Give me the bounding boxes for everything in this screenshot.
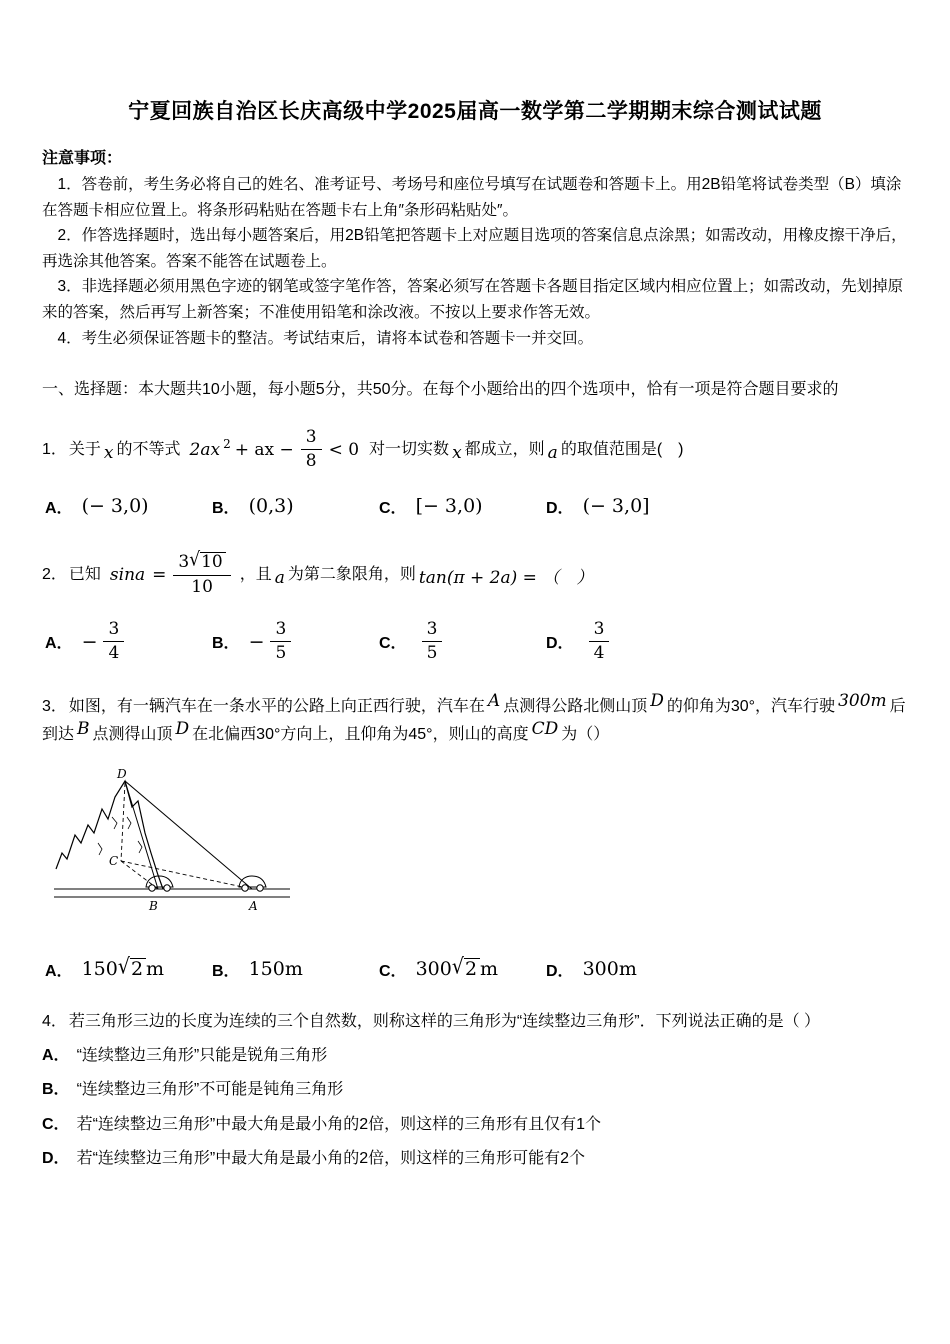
option-d-text: 若“连续整边三角形”中最大角是最小角的2倍，则这样的三角形可能有2个 [76, 1150, 586, 1168]
option-a-label: A． [45, 499, 73, 517]
section-header: 一、选择题：本大题共10小题，每小题5分，共50分。在每个小题给出的四个选项中，恰有一项是符合题目要求的 [42, 381, 839, 399]
option-c-label: C． [379, 962, 407, 980]
option-d [546, 495, 713, 518]
formula-tail: < 0 [328, 439, 360, 460]
stem-text: 为第二象限角，则 [287, 565, 416, 583]
page-title: 宁夏回族自治区长庆高级中学2025届高一数学第二学期期末综合测试试题 [128, 100, 822, 123]
math-point-d: D [175, 719, 190, 740]
formula-base: 2ax [189, 439, 221, 460]
minus-sign: − [81, 630, 98, 653]
question-1-number: 1． [42, 440, 67, 458]
option-a [45, 954, 212, 981]
fraction-numerator: 3 [270, 620, 291, 643]
option-b [212, 958, 379, 981]
mountain-texture [98, 843, 102, 855]
question-3-number: 3． [42, 697, 67, 715]
option-d-label: D． [546, 499, 574, 517]
option-b-value [249, 620, 295, 664]
fraction-numerator: 3 [422, 620, 443, 643]
option-d-label: D． [42, 1150, 70, 1168]
option-b-label: B． [212, 962, 240, 980]
stem-text: 为（） [561, 726, 610, 744]
fraction [103, 620, 124, 664]
sight-line-da [125, 781, 252, 889]
mountain-texture [127, 817, 131, 829]
fraction-denominator: 4 [593, 643, 605, 664]
option-d [42, 1142, 908, 1176]
option-d-label: D． [546, 962, 574, 980]
option-c-value: [− 3,0) [415, 495, 483, 518]
math-variable-x: x [103, 442, 114, 463]
math-segment-cd: CD [531, 719, 559, 740]
stem-text: 若三角形三边的长度为连续的三个自然数，则称这样的三角形为“连续整边三角形”．下列说法正确的是（ ） [68, 1012, 821, 1030]
square-root [117, 954, 146, 981]
mountain-texture [112, 817, 117, 829]
coefficient: 300 [415, 958, 452, 981]
fraction-denominator: 4 [108, 643, 120, 664]
option-a-value [82, 620, 128, 664]
mountain-texture [138, 841, 142, 853]
point-label-d: D [117, 766, 127, 781]
option-c-value [415, 954, 499, 981]
option-d [546, 958, 713, 981]
note-item-3: 3．非选择题必须用黑色字迹的钢笔或签字笔作答，答案必须写在答题卡各题目指定区域内相应位置上；如需改动，先划掉原来的答案，然后再写上新答案；不准使用铅笔和涂改液。不按以上要求作答无效。 [42, 278, 904, 321]
option-a [45, 620, 212, 664]
option-d-value: 300m [582, 958, 637, 981]
fraction [589, 620, 610, 664]
math-point-a: A [487, 690, 501, 711]
option-b-label: B． [42, 1081, 70, 1099]
option-a-label: A． [45, 635, 73, 653]
option-b-label: B． [212, 635, 240, 653]
ground-line-ca [121, 861, 252, 889]
question-4-number: 4． [42, 1012, 67, 1030]
stem-text: 的不等式 [116, 440, 181, 458]
mountain-outline [56, 781, 163, 889]
question-2-number: 2． [42, 565, 67, 583]
radicand: 2 [464, 958, 480, 981]
option-c [379, 620, 546, 664]
math-variable-a: a [274, 567, 285, 588]
option-c [379, 954, 546, 981]
option-c-value [416, 620, 446, 664]
unit: m [146, 958, 165, 981]
option-a-label: A． [45, 962, 73, 980]
math-variable-x: x [452, 442, 462, 463]
fraction-denominator: 5 [275, 643, 287, 664]
formula-middle: + ax − [234, 439, 294, 460]
square-root [189, 548, 225, 573]
option-c [42, 1108, 908, 1142]
fraction-3sqrt10-over-10 [173, 548, 230, 597]
option-c-text: 若“连续整边三角形”中最大角是最小角的2倍，则这样的三角形有且仅有1个 [76, 1115, 602, 1133]
option-b-value: 150m [248, 958, 303, 981]
fraction-numerator: 3 [301, 428, 322, 451]
stem-text: 点测得山顶 [92, 726, 173, 744]
notes-header: 注意事项： [42, 150, 123, 167]
option-a-text: “连续整边三角形”只能是锐角三角形 [76, 1046, 328, 1064]
stem-text: 后到达 [42, 697, 906, 744]
question-2-options [45, 620, 908, 664]
coefficient: 150 [81, 958, 118, 981]
option-c-label: C． [379, 499, 407, 517]
fraction [422, 620, 443, 664]
question-3 [42, 692, 908, 981]
radical-sign: √ [117, 954, 130, 979]
coefficient: 3 [178, 552, 190, 573]
option-b-text: “连续整边三角形”不可能是钝角三角形 [76, 1081, 344, 1099]
tangent-expression: tan(π + 2a) = （ ） [418, 567, 594, 588]
question-1 [42, 421, 908, 518]
formula-exponent: 2 [223, 436, 231, 451]
question-3-stem [42, 692, 908, 749]
option-b-label: B． [212, 499, 240, 517]
radicand: 10 [200, 552, 226, 573]
option-d-value [583, 620, 613, 664]
option-a [42, 1039, 908, 1073]
fraction-denominator: 5 [426, 643, 438, 664]
option-b [212, 620, 379, 664]
question-2-stem [42, 546, 908, 604]
stem-text: 都成立，则 [464, 440, 545, 458]
option-b [212, 495, 379, 518]
question-3-options [45, 954, 908, 981]
option-b [42, 1073, 908, 1107]
option-a-label: A． [42, 1046, 70, 1064]
minus-sign: − [248, 630, 265, 653]
math-point-d: D [650, 690, 664, 711]
sine-expression: sina [109, 564, 146, 585]
fraction-denominator: 10 [191, 576, 213, 597]
option-d [546, 620, 713, 664]
stem-text: 在北偏西30°方向上，且仰角为45°，则山的高度 [192, 726, 529, 744]
height-line-dc [121, 783, 125, 861]
radical-sign: √ [451, 954, 464, 979]
option-a-value: (− 3,0) [81, 495, 149, 518]
fraction [270, 620, 291, 664]
fraction-numerator: 3 [589, 620, 610, 643]
note-item-2: 2．作答选择题时，选出每小题答案后，用2B铅笔把答题卡上对应题目选项的答案信息点涂黑；如需改动，用橡皮擦干净后，再选涂其他答案。答案不能答在试题卷上。 [42, 227, 907, 270]
note-item-4: 4．考生必须保证答题卡的整洁。考试结束后，请将本试卷和答题卡一并交回。 [57, 329, 594, 347]
option-a-value [81, 954, 165, 981]
equals-sign: = [152, 564, 167, 585]
stem-text: 已知 [68, 565, 101, 583]
fraction-three-eighths [301, 428, 322, 472]
math-point-b: B [77, 719, 90, 740]
square-root [451, 954, 480, 981]
math-variable-a: a [547, 442, 558, 463]
stem-text: 关于 [68, 440, 101, 458]
notes-section [42, 145, 908, 351]
stem-text: 的取值范围是( ) [560, 440, 684, 458]
math-distance-300m: 300m [838, 690, 887, 711]
question-3-figure [54, 765, 908, 932]
stem-text: 点测得公路北侧山顶 [503, 697, 648, 715]
question-1-options [45, 495, 908, 518]
stem-text: 对一切实数 [369, 440, 450, 458]
option-c-label: C． [42, 1115, 70, 1133]
option-b-value: (0,3) [248, 495, 294, 518]
fraction-numerator: 3 [103, 620, 124, 643]
note-item-1: 1．答卷前，考生务必将自己的姓名、准考证号、考场号和座位号填写在试题卷和答题卡上。用2B铅笔将试卷类型（B）填涂在答题卡相应位置上。将条形码粘贴在答题卡右上角″条形码粘贴处″。 [42, 176, 902, 219]
point-label-c: C [109, 853, 119, 868]
radicand: 2 [130, 958, 146, 981]
stem-text: 的仰角为30°，汽车行驶 [666, 697, 836, 715]
fraction-denominator: 8 [305, 451, 317, 472]
point-label-a: A [249, 898, 258, 913]
point-label-b: B [149, 898, 158, 913]
option-c-label: C． [379, 635, 407, 653]
sight-line-db [125, 781, 158, 889]
question-1-stem [42, 421, 908, 479]
fraction-numerator [173, 548, 230, 576]
stem-text: ，且 [239, 565, 272, 583]
option-c [379, 495, 546, 518]
stem-text: 如图，有一辆汽车在一条水平的公路上向正西行驶，汽车在 [68, 697, 485, 715]
option-d-label: D． [546, 635, 574, 653]
radical-sign: √ [189, 548, 201, 572]
option-a [45, 495, 212, 518]
sine-formula [107, 548, 234, 597]
question-2 [42, 546, 908, 664]
question-4 [42, 1009, 908, 1177]
option-d-value: (− 3,0] [582, 495, 650, 518]
inequality-formula [187, 428, 364, 472]
question-4-stem [42, 1009, 908, 1035]
unit: m [480, 958, 499, 981]
